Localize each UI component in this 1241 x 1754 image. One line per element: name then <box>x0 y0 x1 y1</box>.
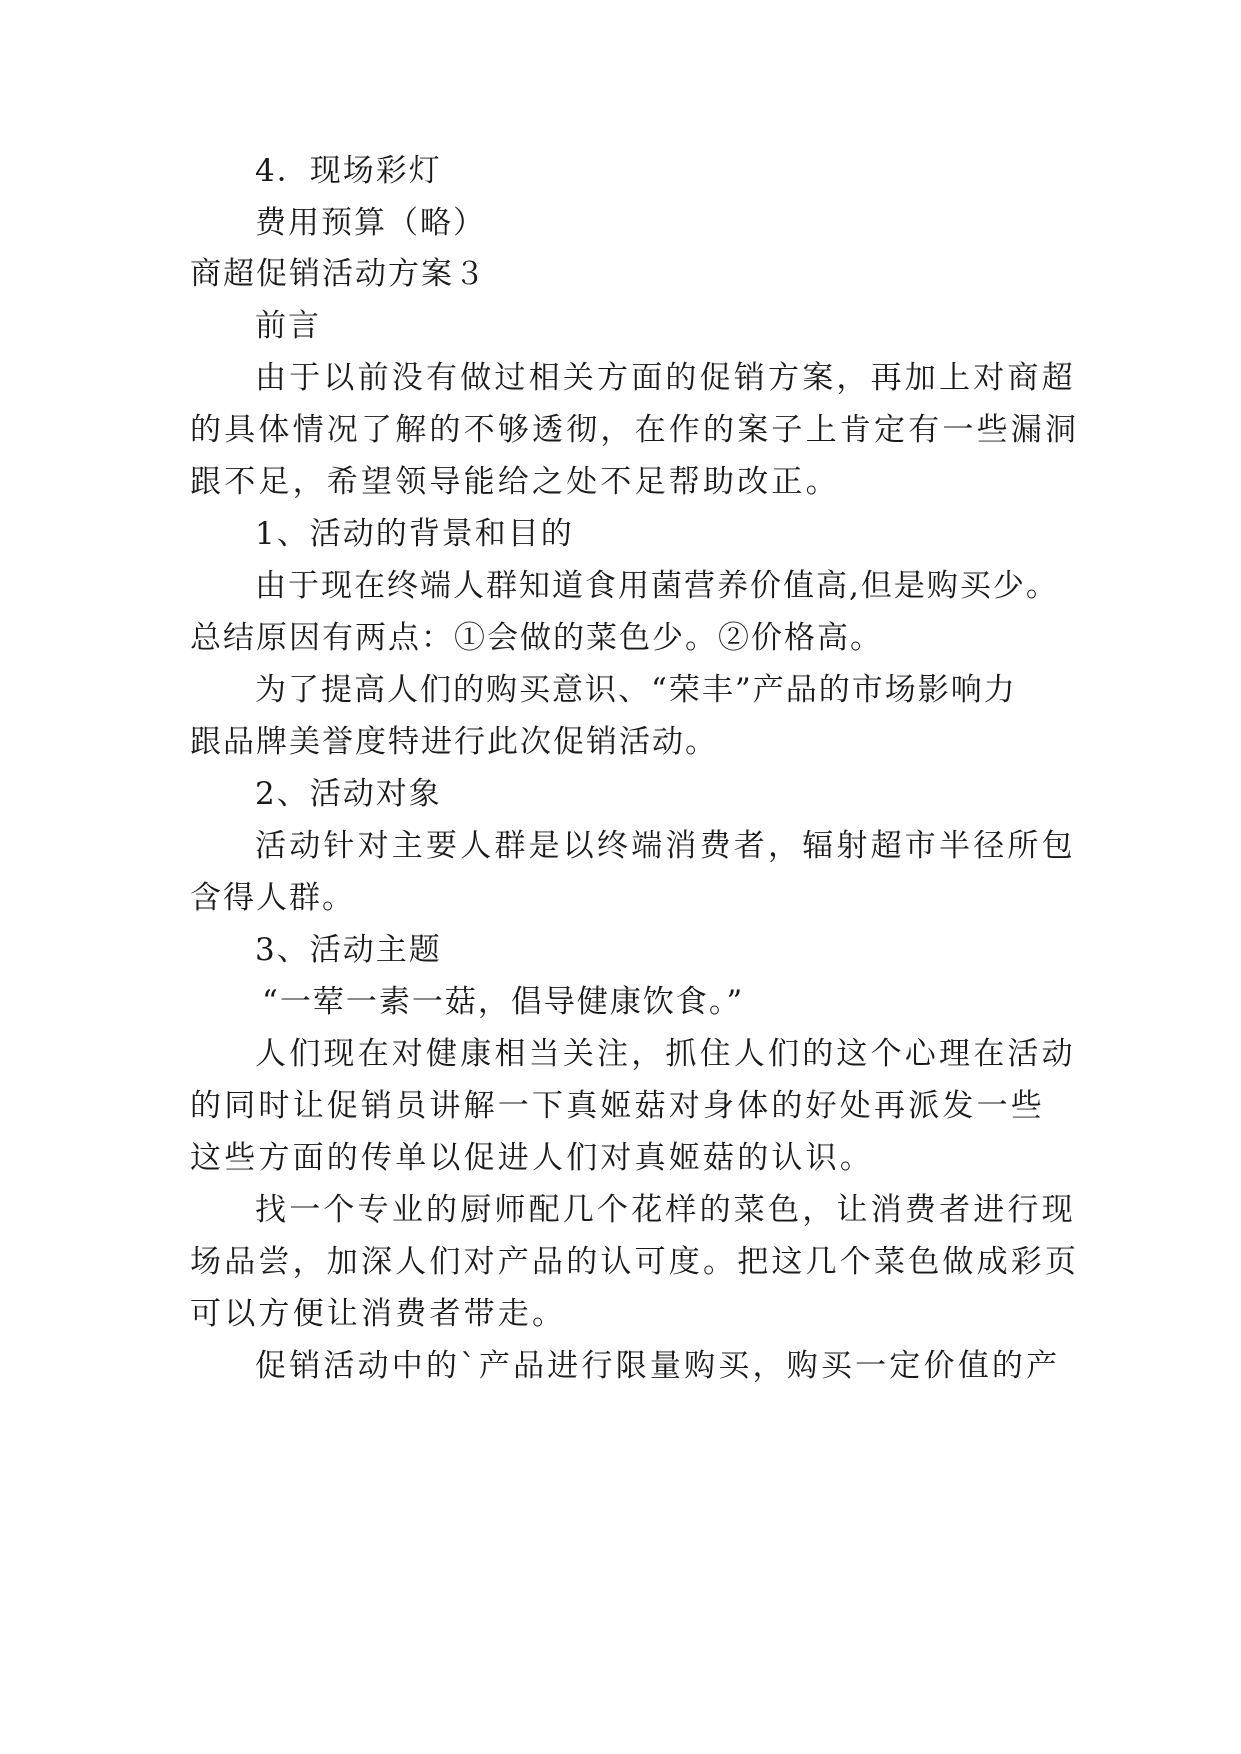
paragraph-line: 的同时让促销员讲解一下真姬菇对身体的好处再派发一些 <box>190 1088 1045 1124</box>
paragraph-line: 这些方面的传单以促进人们对真姬菇的认识。 <box>190 1140 874 1176</box>
heading-background: 1、活动的背景和目的 <box>255 516 574 552</box>
paragraph-line: 由于以前没有做过相关方面的促销方案，再加上对商超 <box>255 360 1076 396</box>
paragraph-line: 总结原因有两点：①会做的菜色少。②价格高。 <box>190 620 883 656</box>
paragraph-line: 跟品牌美誉度特进行此次促销活动。 <box>190 724 718 760</box>
list-item-4: 4．现场彩灯 <box>255 153 442 189</box>
paragraph-line: 场品尝，加深人们对产品的认可度。把这几个菜色做成彩页 <box>190 1244 1080 1280</box>
paragraph-line: 由于现在终端人群知道食用菌营养价值高,但是购买少。 <box>255 568 1059 604</box>
heading-target: 2、活动对象 <box>255 776 442 812</box>
paragraph-line: 人们现在对健康相当关注，抓住人们的这个心理在活动 <box>255 1036 1076 1072</box>
paragraph-line: 活动针对主要人群是以终端消费者，辐射超市半径所包 <box>255 828 1076 864</box>
budget-line: 费用预算（略） <box>255 205 486 241</box>
heading-theme: 3、活动主题 <box>255 932 442 968</box>
slogan: “一荤一素一菇，倡导健康饮食。” <box>262 984 745 1020</box>
paragraph-line: 跟不足，希望领导能给之处不足帮助改正。 <box>190 464 840 500</box>
section-title: 商超促销活动方案３ <box>190 256 487 292</box>
preface-heading: 前言 <box>255 308 321 344</box>
paragraph-line: 可以方便让消费者带走。 <box>190 1296 567 1332</box>
paragraph-line: 找一个专业的厨师配几个花样的菜色，让消费者进行现 <box>255 1192 1076 1228</box>
paragraph-line: 的具体情况了解的不够透彻，在作的案子上肯定有一些漏洞 <box>190 412 1080 448</box>
paragraph-line: 含得人群。 <box>190 880 355 916</box>
paragraph-line: 为了提高人们的购买意识、“荣丰”产品的市场影响力 <box>255 672 1017 708</box>
paragraph-line: 促销活动中的`产品进行限量购买，购买一定价值的产 <box>255 1348 1061 1384</box>
